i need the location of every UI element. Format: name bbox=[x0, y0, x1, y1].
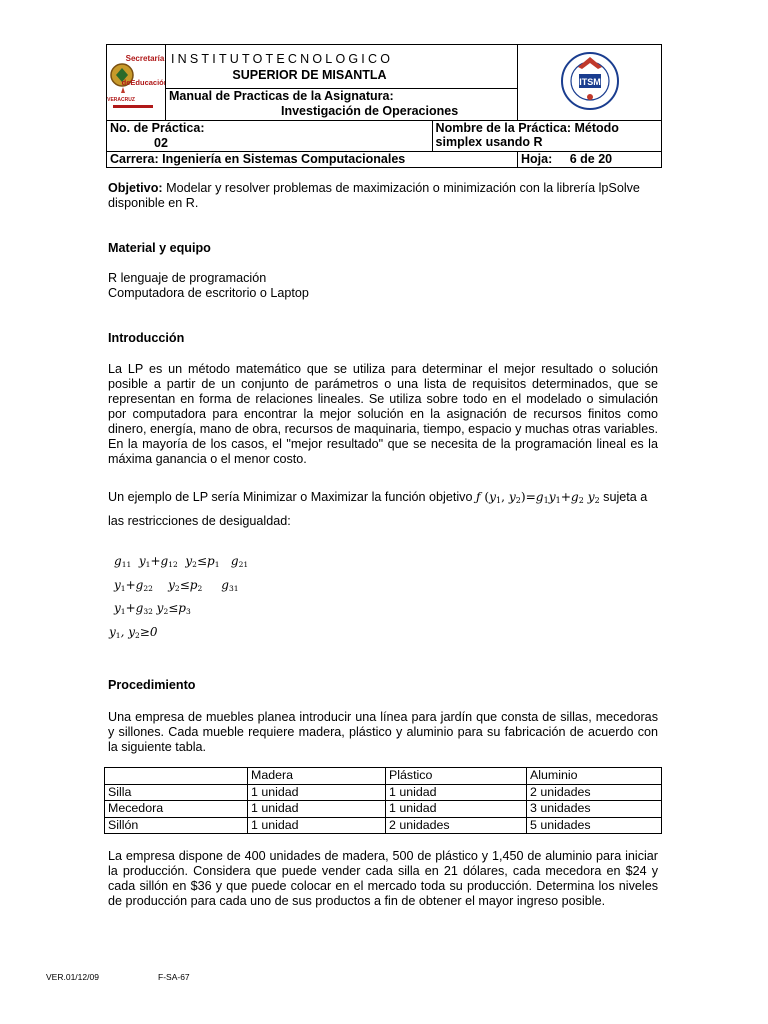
table-header-cell: Aluminio bbox=[527, 768, 662, 785]
table-cell: 2 unidades bbox=[386, 817, 527, 834]
institute-name-cell bbox=[166, 45, 518, 89]
restrictions-label: las restricciones de desigualdad: bbox=[108, 514, 291, 528]
table-header-cell bbox=[105, 768, 248, 785]
constraint-3: $y_1+g_{32}$ $y_2\le p_3$ bbox=[114, 601, 191, 616]
materials-table bbox=[104, 767, 662, 834]
objective-label: Objetivo: bbox=[108, 181, 163, 195]
svg-text:deEducación: deEducación bbox=[121, 78, 165, 87]
material-item: Computadora de escritorio o Laptop bbox=[108, 286, 309, 300]
table-cell: Mecedora bbox=[105, 801, 248, 818]
practice-number-label: No. de Práctica: bbox=[110, 121, 205, 135]
procedure-heading: Procedimiento bbox=[108, 678, 196, 692]
constraint-1: $g_{11}$ $y_1+g_{12}$ $y_2\le p_1$ $g_{21}$ bbox=[114, 554, 249, 569]
institute-line2: SUPERIOR DE MISANTLA bbox=[232, 67, 387, 82]
sev-logo-icon bbox=[107, 45, 165, 117]
constraint-2: $y_1+g_{22}$ $y_2\le p_2$ $g_{31}$ bbox=[114, 578, 239, 593]
table-cell: 3 unidades bbox=[527, 801, 662, 818]
manual-label: Manual de Practicas de la Asignatura: bbox=[169, 89, 394, 103]
table-row bbox=[105, 817, 662, 834]
practice-number: 02 bbox=[154, 136, 168, 150]
table-cell: 1 unidad bbox=[386, 801, 527, 818]
footer-code: F-SA-67 bbox=[158, 972, 190, 982]
table-header-cell: Madera bbox=[248, 768, 386, 785]
table-cell: 5 unidades bbox=[527, 817, 662, 834]
itsm-logo-cell bbox=[518, 45, 662, 121]
manual-cell bbox=[166, 89, 518, 121]
institute-line1: INSTITUTOTECNOLOGICO bbox=[171, 51, 394, 66]
practice-number-cell bbox=[107, 121, 433, 152]
example-sentence: Un ejemplo de LP sería Minimizar o Maximizar la función objetivo ƒ ($y_1$, $y_2)=g_1y_1+g_2$ $y_2$ sujeta a bbox=[108, 490, 648, 505]
document-header bbox=[106, 44, 662, 168]
table-cell: 2 unidades bbox=[527, 784, 662, 801]
svg-text:ITSM: ITSM bbox=[578, 77, 601, 87]
sheet-cell bbox=[518, 152, 662, 168]
career: Carrera: Ingeniería en Sistemas Computacionales bbox=[107, 152, 518, 168]
sheet-label: Hoja: bbox=[521, 152, 553, 166]
practice-name: Nombre de la Práctica: Método simplex usando R bbox=[432, 121, 661, 152]
procedure-paragraph: Una empresa de muebles planea introducir una línea para jardín que consta de sillas, mecedoras y sillones. Cada mueble requiere madera, plástico y aluminio para su fabricación de acuerdo con la siguiente tabla. bbox=[108, 710, 658, 754]
svg-text:VERACRUZ: VERACRUZ bbox=[107, 97, 135, 103]
table-cell: 1 unidad bbox=[248, 801, 386, 818]
table-cell: Silla bbox=[105, 784, 248, 801]
sev-logo-cell bbox=[107, 45, 166, 121]
objective-text: Modelar y resolver problemas de maximización o minimización con la librería lpSolve disponible en R. bbox=[108, 181, 640, 210]
constraint-nonneg: $y_1$, $y_2\ge 0$ bbox=[109, 625, 158, 640]
table-row bbox=[105, 784, 662, 801]
material-heading: Material y equipo bbox=[108, 241, 211, 255]
itsm-logo-icon bbox=[554, 45, 626, 117]
intro-paragraph: La LP es un método matemático que se utiliza para determinar el mejor resultado o solución posible a partir de un conjunto de parámetros o una lista de requisitos determinados, que se representan en forma de relaciones lineales. Se utiliza sobre todo en el modelado o simulación por computadora para encontrar la mejor solución en la asignación de recursos finitos como dinero, energía, mano de obra, recursos de maquinaria, tiempo, espacio y muchas otras variables. En la mayoría de los casos, el "mejor resultado" que se necesita de la programación lineal es la máxima ganancia o el menor costo. bbox=[108, 362, 658, 466]
table-header-cell: Plástico bbox=[386, 768, 527, 785]
objective-paragraph bbox=[108, 181, 658, 211]
svg-text:Secretaría: Secretaría bbox=[125, 54, 165, 63]
objective-function: ƒ ($y_1$, $y_2)=g_1y_1+g_2$ $y_2$ bbox=[475, 490, 600, 505]
footer-version: VER.01/12/09 bbox=[46, 972, 99, 982]
table-row bbox=[105, 801, 662, 818]
table-cell: 1 unidad bbox=[248, 817, 386, 834]
table-header-row bbox=[105, 768, 662, 785]
subject-name: Investigación de Operaciones bbox=[281, 104, 459, 118]
intro-heading: Introducción bbox=[108, 331, 185, 345]
material-item: R lenguaje de programación bbox=[108, 271, 267, 285]
sheet-value: 6 de 20 bbox=[569, 152, 613, 166]
table-cell: 1 unidad bbox=[386, 784, 527, 801]
table-cell: 1 unidad bbox=[248, 784, 386, 801]
table-cell: Sillón bbox=[105, 817, 248, 834]
closing-paragraph: La empresa dispone de 400 unidades de madera, 500 de plástico y 1,450 de aluminio para iniciar la producción. Considera que puede vender cada silla en 21 dólares, cada mecedora en $24 y cada sillón en $36 y que puede colocar en el mercado toda su producción. Determina los niveles de producción para cada uno de sus productos a fin de obtener el mayor ingreso posible. bbox=[108, 849, 658, 908]
